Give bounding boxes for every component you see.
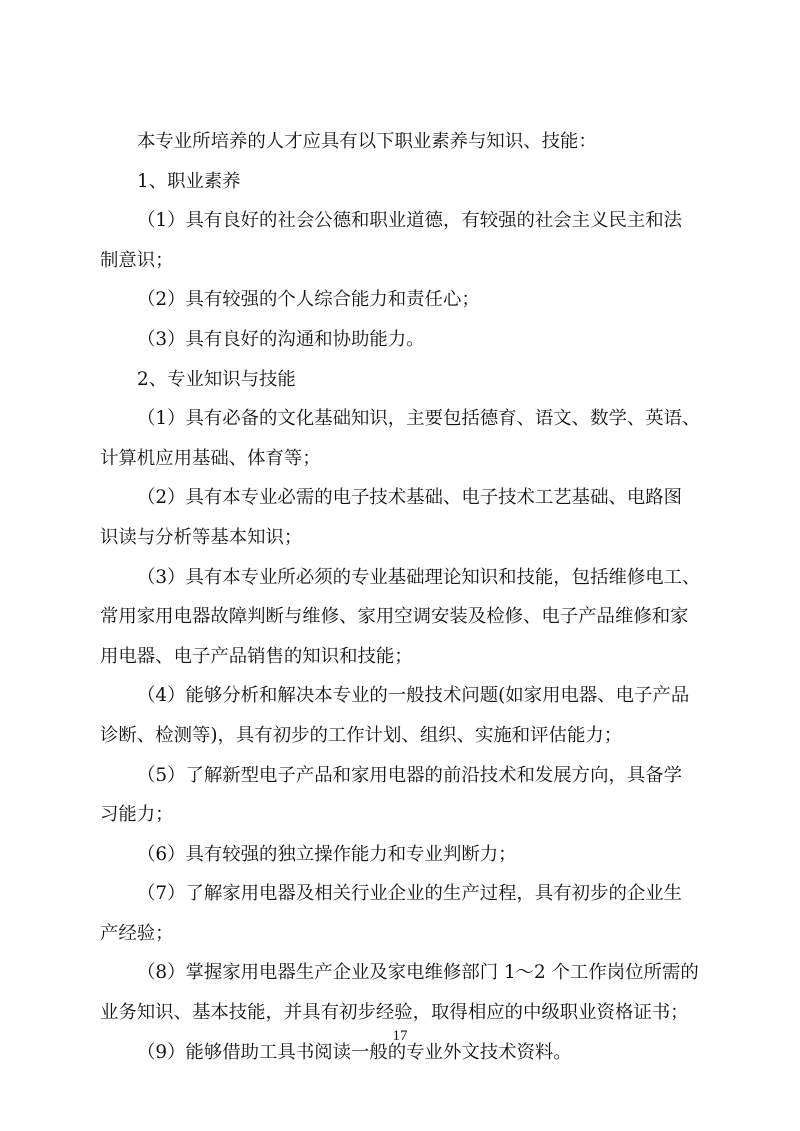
quality-item-2: （2）具有较强的个人综合能力和责任心； [137,289,480,311]
skill-item-5: （5）了解新型电子产品和家用电器的前沿技术和发展方向，具备学 [137,764,683,786]
skill-item-1: （1）具有必备的文化基础知识，主要包括德育、语文、数学、英语、 [137,408,701,430]
skill-item-8-continued: 业务知识、基本技能，并具有初步经验，取得相应的中级职业资格证书； [100,1002,689,1024]
skill-item-2: （2）具有本专业必需的电子技术基础、电子技术工艺基础、电路图 [137,487,683,509]
skill-item-5-continued: 习能力； [100,804,174,826]
quality-item-3: （3）具有良好的沟通和协助能力。 [137,328,425,350]
skill-item-8: （8）掌握家用电器生产企业及家电维修部门 1～2 个工作岗位所需的 [137,962,699,984]
quality-item-1: （1）具有良好的社会公德和职业道德，有较强的社会主义民主和法 [137,210,683,232]
skill-item-7: （7）了解家用电器及相关行业企业的生产过程，具有初步的企业生 [137,883,683,905]
intro-paragraph: 本专业所培养的人才应具有以下职业素养与知识、技能： [137,131,597,152]
skill-item-1-continued: 计算机应用基础、体育等； [100,447,321,469]
skill-item-4: （4）能够分析和解决本专业的一般技术问题(如家用电器、电子产品 [137,685,690,707]
skill-item-3: （3）具有本专业所必须的专业基础理论知识和技能，包括维修电工、 [137,566,701,588]
section-heading-knowledge-skills: 2、专业知识与技能 [137,368,296,390]
quality-item-1-continued: 制意识； [100,249,174,271]
skill-item-3-continued: 常用家用电器故障判断与维修、家用空调安装及检修、电子产品维修和家 [100,606,689,628]
section-heading-professional-quality: 1、职业素养 [137,170,241,192]
page-number: 17 [392,1028,408,1044]
document-body [100,122,700,1072]
skill-item-4-continued: 诊断、检测等)，具有初步的工作计划、组织、实施和评估能力； [100,724,623,746]
skill-item-2-continued: 识读与分析等基本知识； [100,526,303,548]
skill-item-3-continued-2: 用电器、电子产品销售的知识和技能； [100,645,413,667]
skill-item-7-continued: 产经验； [100,922,174,944]
skill-item-6: （6）具有较强的独立操作能力和专业判断力； [137,843,517,865]
skill-item-9: （9）能够借助工具书阅读一般的专业外文技术资料。 [137,1041,572,1063]
